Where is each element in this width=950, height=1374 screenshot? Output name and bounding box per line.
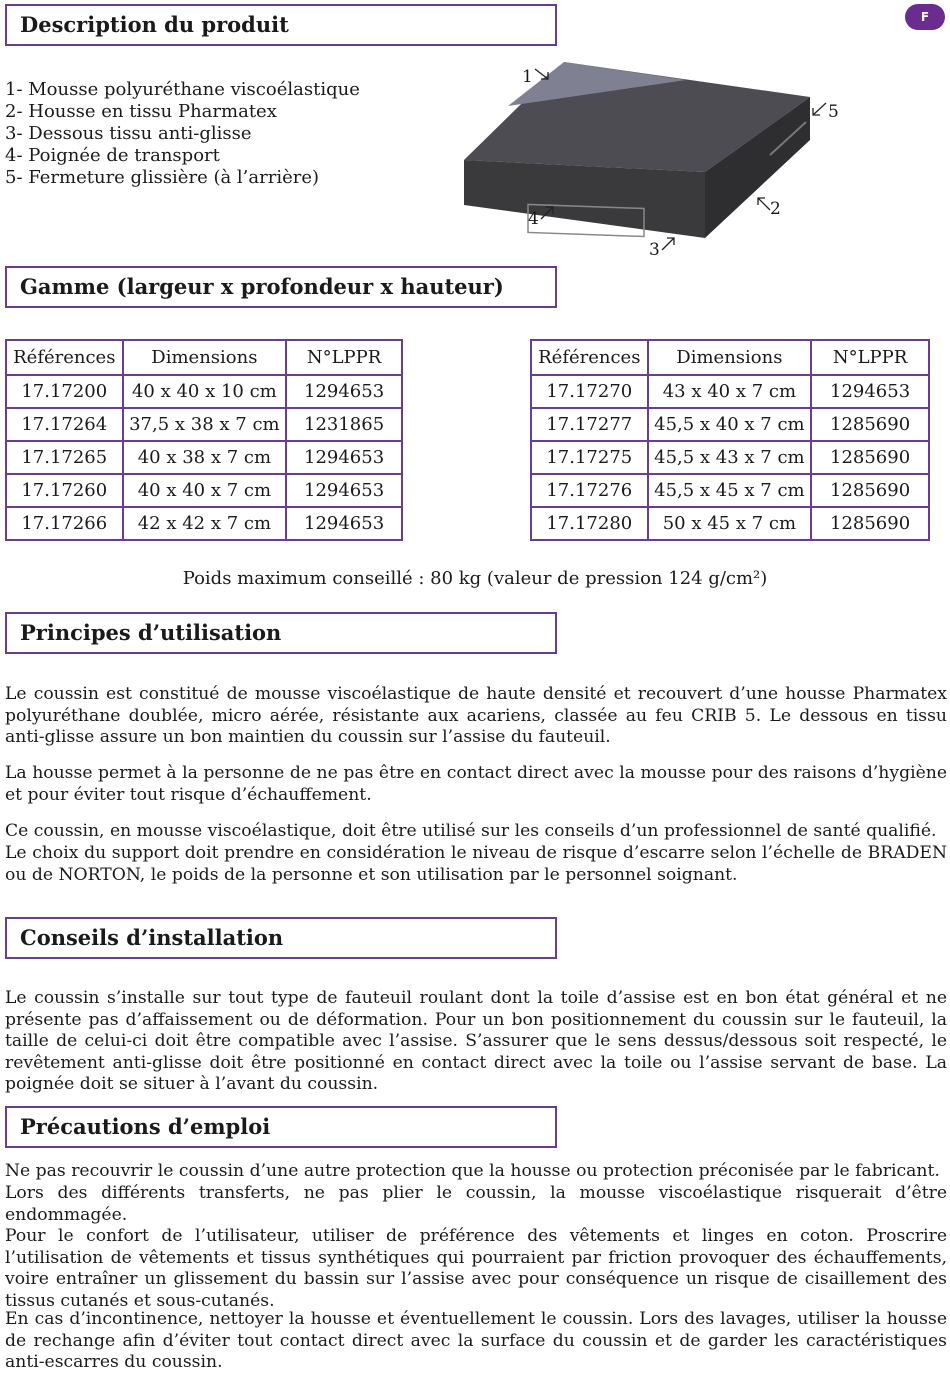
table-row <box>6 507 402 540</box>
table-cell: 45,5 x 43 x 7 cm <box>648 441 812 474</box>
table-cell: 1285690 <box>811 507 929 540</box>
table-cell: 1285690 <box>811 474 929 507</box>
table-row <box>6 441 402 474</box>
language-badge: F <box>905 4 945 30</box>
table-cell: 50 x 45 x 7 cm <box>648 507 812 540</box>
cushion-front-face <box>464 160 705 238</box>
column-header: Dimensions <box>123 340 287 375</box>
precautions-paragraph-3: Pour le confort de l’utilisateur, utiliser de préférence des vêtements et linges en coton. Proscrire l’utilisation de vêtements et tissus synthétiques qui pourraient par friction provoquer des échauffements, voire entraîner un glissement du bassin sur l’assise avec pour conséquence un risque de cisaillement des tissus cutanés et sous-cutanés. <box>5 1226 947 1311</box>
table-cell: 1294653 <box>811 375 929 408</box>
table-row <box>531 474 929 507</box>
principes-paragraph-2: La housse permet à la personne de ne pas être en contact direct avec la mousse pour des raisons d’hygiène et pour éviter tout risque d’échauffement. <box>5 763 947 805</box>
table-cell: 17.17280 <box>531 507 648 540</box>
section-title-precautions: Précautions d’emploi <box>5 1106 557 1148</box>
section-title-conseils: Conseils d’installation <box>5 917 557 959</box>
list-item: 1- Mousse polyuréthane viscoélastique <box>5 79 360 100</box>
table-header-row <box>531 340 929 375</box>
table-row <box>531 507 929 540</box>
section-title-gamme: Gamme (largeur x profondeur x hauteur) <box>5 266 557 308</box>
table-cell: 42 x 42 x 7 cm <box>123 507 287 540</box>
precautions-paragraph-4: En cas d’incontinence, nettoyer la housse et éventuellement le coussin. Lors des lavages, utiliser la housse de rechange afin d’éviter tout contact direct avec la surface du coussin et de garder les caractéristiques anti-escarres du coussin. <box>5 1309 947 1372</box>
cushion-illustration <box>455 55 845 265</box>
table-cell: 45,5 x 45 x 7 cm <box>648 474 812 507</box>
principes-paragraph-3: Ce coussin, en mousse viscoélastique, doit être utilisé sur les conseils d’un professionnel de santé qualifié. <box>5 821 937 841</box>
list-item: 2- Housse en tissu Pharmatex <box>5 101 277 122</box>
callout-1: 1 <box>522 67 533 87</box>
section-title-principes: Principes d’utilisation <box>5 612 557 654</box>
table-row <box>531 408 929 441</box>
table-cell: 17.17264 <box>6 408 123 441</box>
column-header: Dimensions <box>648 340 812 375</box>
table-cell: 1285690 <box>811 441 929 474</box>
callout-3: 3 <box>649 240 660 260</box>
reference-table-left <box>5 339 403 541</box>
reference-table-right <box>530 339 930 541</box>
table-cell: 17.17276 <box>531 474 648 507</box>
table-cell: 40 x 40 x 7 cm <box>123 474 287 507</box>
table-row <box>6 408 402 441</box>
table-cell: 43 x 40 x 7 cm <box>648 375 812 408</box>
conseils-paragraph: Le coussin s’installe sur tout type de fauteuil roulant dont la toile d’assise est en bon état général et ne présente pas d’affaissement ou de déformation. Pour un bon positionnement du coussin sur le fauteuil, la taille de celui-ci doit être compatible avec l’assise. S’assurer que le sens dessus/dessous soit respecté, le revêtement anti-glisse doit être positionné en contact direct avec la toile ou l’assise servant de base. La poignée doit se situer à l’avant du coussin. <box>5 988 947 1094</box>
column-header: Références <box>531 340 648 375</box>
table-cell: 17.17277 <box>531 408 648 441</box>
table-cell: 40 x 38 x 7 cm <box>123 441 287 474</box>
list-item: 5- Fermeture glissière (à l’arrière) <box>5 167 320 188</box>
precautions-paragraph-1: Ne pas recouvrir le coussin d’une autre protection que la housse ou protection préconisée par le fabricant. <box>5 1161 940 1181</box>
table-row <box>531 441 929 474</box>
column-header: N°LPPR <box>286 340 402 375</box>
callout-4: 4 <box>528 209 539 229</box>
principes-paragraph-4: Le choix du support doit prendre en considération le niveau de risque d’escarre selon l’échelle de BRADEN ou de NORTON, le poids de la personne et son utilisation par le personnel soignant. <box>5 843 947 885</box>
table-cell: 17.17270 <box>531 375 648 408</box>
table-cell: 17.17260 <box>6 474 123 507</box>
list-item: 4- Poignée de transport <box>5 145 220 166</box>
table-cell: 40 x 40 x 10 cm <box>123 375 287 408</box>
section-title-description: Description du produit <box>5 4 557 46</box>
table-cell: 1294653 <box>286 507 402 540</box>
precautions-paragraph-2: Lors des différents transferts, ne pas plier le coussin, la mousse viscoélastique risquerait d’être endommagée. <box>5 1183 947 1225</box>
list-item: 3- Dessous tissu anti-glisse <box>5 123 252 144</box>
callout-5: 5 <box>828 102 839 122</box>
table-cell: 17.17200 <box>6 375 123 408</box>
table-cell: 1294653 <box>286 375 402 408</box>
table-cell: 45,5 x 40 x 7 cm <box>648 408 812 441</box>
table-cell: 1294653 <box>286 474 402 507</box>
table-cell: 17.17266 <box>6 507 123 540</box>
column-header: N°LPPR <box>811 340 929 375</box>
component-list <box>5 79 360 189</box>
table-cell: 1294653 <box>286 441 402 474</box>
table-cell: 1231865 <box>286 408 402 441</box>
callout-2: 2 <box>770 199 781 219</box>
table-row <box>6 375 402 408</box>
table-header-row <box>6 340 402 375</box>
table-row <box>531 375 929 408</box>
max-weight-note: Poids maximum conseillé : 80 kg (valeur de pression 124 g/cm²) <box>182 568 768 589</box>
column-header: Références <box>6 340 123 375</box>
table-cell: 1285690 <box>811 408 929 441</box>
table-cell: 17.17265 <box>6 441 123 474</box>
principes-paragraph-1: Le coussin est constitué de mousse viscoélastique de haute densité et recouvert d’une housse Pharmatex polyuréthane doublée, micro aérée, résistante aux acariens, classée au feu CRIB 5. Le dessous en tissu anti-glisse assure un bon maintien du coussin sur l’assise du fauteuil. <box>5 684 947 747</box>
table-cell: 17.17275 <box>531 441 648 474</box>
table-cell: 37,5 x 38 x 7 cm <box>123 408 287 441</box>
table-row <box>6 474 402 507</box>
